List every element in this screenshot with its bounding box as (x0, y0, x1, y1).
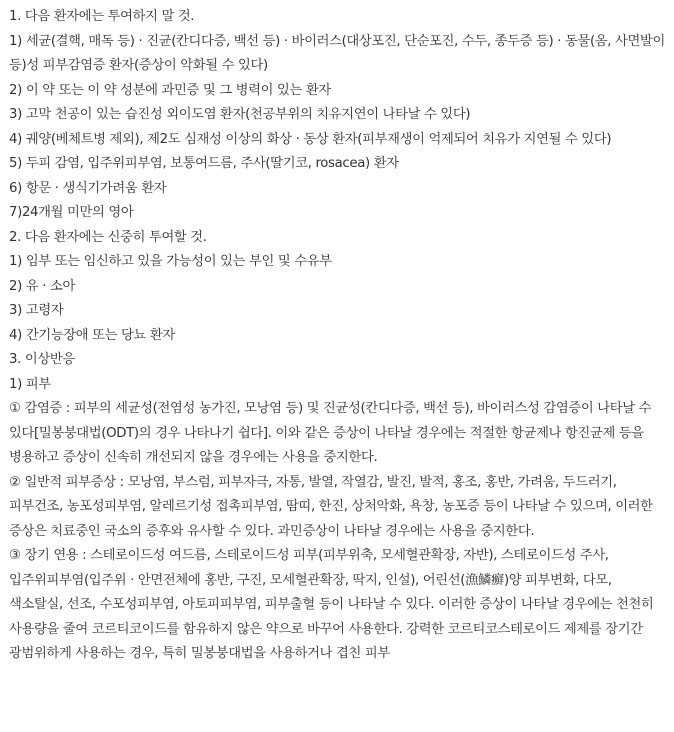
contraindication-item-1: 1) 세균(결핵, 매독 등) · 진균(칸디다증, 백선 등) · 바이러스(대상포진, 단순포진, 수두, 종두증 등) · 동물(옴, 사면발이 등)성 피부감염증 환자(증상이 악화될 수 있다) (9, 33, 666, 73)
caution-item-2: 2) 유 · 소아 (9, 278, 75, 294)
adverse-reaction-general-skin: ② 일반적 피부증상 : 모낭염, 부스럼, 피부자극, 자통, 발열, 작열감, 발진, 발적, 홍조, 홍반, 가려움, 두드러기, 피부건조, 농포성피부염, 알레르기성 접촉피부염, 땀띠, 한진, 상처악화, 욕창, 농포증 등이 나타날 수 있으며, 이러한 증상은 치료중인 국소의 증후와 유사할 수 있다. 과민증상이 나타날 경우에는 사용을 중지한다. (9, 474, 653, 539)
contraindication-item-5: 5) 두피 감염, 입주위피부염, 보통여드름, 주사(딸기코, rosacea) 환자 (9, 156, 399, 171)
contraindication-item-3: 3) 고막 천공이 있는 습진성 외이도염 환자(천공부위의 치유지연이 나타날 수 있다) (9, 107, 471, 122)
caution-item-4: 4) 간기능장애 또는 당뇨 환자 (9, 327, 175, 343)
caution-item-1: 1) 임부 또는 임신하고 있을 가능성이 있는 부인 및 수유부 (9, 254, 332, 269)
contraindication-item-4: 4) 궤양(베체트병 제외), 제2도 심재성 이상의 화상 · 동상 환자(피부재생이 억제되어 치유가 지연될 수 있다) (9, 131, 612, 147)
contraindication-item-7: 7)24개월 미만의 영아 (9, 205, 134, 220)
subsection-heading-skin: 1) 피부 (9, 376, 51, 392)
caution-item-3: 3) 고령자 (9, 303, 64, 318)
section-heading-caution: 2. 다음 환자에는 신중히 투여할 것. (9, 229, 207, 245)
adverse-reaction-infection: ① 감염증 : 피부의 세균성(전염성 농가진, 모낭염 등) 및 진균성(칸디다증, 백선 등), 바이러스성 감염증이 나타날 수 있다[밀봉붕대법(ODT)의 경우 나타나기 쉽다]. 이와 같은 증상이 나타날 경우에는 적절한 항균제나 항진균제 등을 병용하고 증상이 신속히 개선되지 않을 경우에는 사용을 중지한다. (9, 401, 652, 465)
section-heading-contraindications: 1. 다음 환자에는 투여하지 말 것. (9, 9, 195, 24)
section-heading-adverse-reactions: 3. 이상반응 (9, 352, 75, 367)
contraindication-item-6: 6) 항문 · 생식기가려움 환자 (9, 180, 167, 196)
adverse-reaction-long-term-use: ③ 장기 연용 : 스테로이드성 여드름, 스테로이드성 피부(피부위축, 모세혈관확장, 자반), 스테로이드성 주사, 입주위피부염(입주위 · 안면전체에 홍반, 구진, 모세혈관확장, 딱지, 인설), 어린선(漁鱗癬)양 피부변화, 다모, 색소탈실, 선조, 수포성피부염, 아토피피부염, 피부출혈 등이 나타날 수 있다. 이러한 증상이 나타날 경우에는 천천히 사용량을 줄여 코르티코이드를 함유하지 않은 약으로 바꾸어 사용한다. 강력한 코르티코스테로이드 제제를 장기간 광범위하게 사용하는 경우, 특히 밀봉붕대법을 사용하거나 겹친 피부 (9, 548, 654, 661)
contraindication-item-2: 2) 이 약 또는 이 약 성분에 과민증 및 그 병력이 있는 환자 (9, 82, 331, 98)
